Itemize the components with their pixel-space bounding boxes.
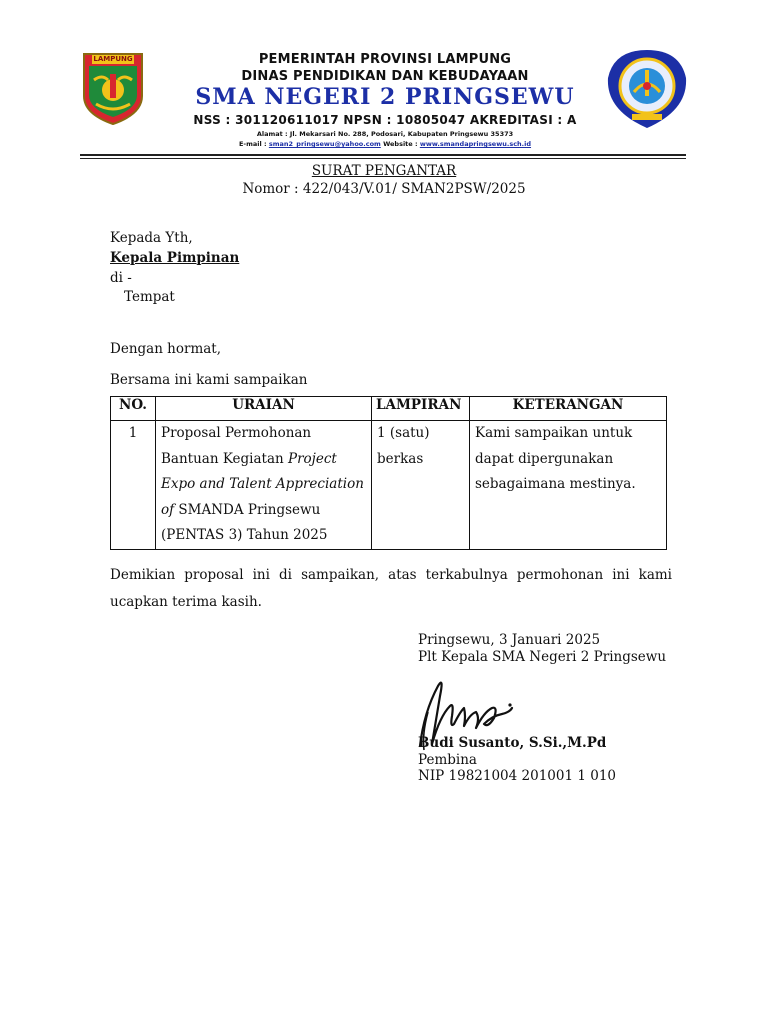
letter-title: SURAT PENGANTAR xyxy=(311,163,457,179)
attachment-table xyxy=(110,396,667,550)
closing-paragraph: Demikian proposal ini di sampaikan, atas terkabulnya permohonan ini kami ucapkan terima kasih. xyxy=(110,567,672,610)
uraian-italic-text: Project Expo and Talent Appreciation of xyxy=(161,450,364,518)
place-date: Pringsewu, 3 Januari 2025 xyxy=(418,632,601,648)
letterhead-school-name: SMA NEGERI 2 PRINGSEWU xyxy=(195,84,575,110)
cell-uraian xyxy=(156,421,372,550)
recipient-at: di - xyxy=(110,270,132,286)
letterhead-divider-thin xyxy=(80,158,686,159)
col-header-no: NO. xyxy=(111,397,156,421)
intro-text: Bersama ini kami sampaikan xyxy=(110,372,308,388)
col-header-uraian: URAIAN xyxy=(156,397,372,421)
website-link[interactable]: www.smandapringsewu.sch.id xyxy=(419,140,532,148)
email-link[interactable]: sman2_pringsewu@yahoo.com xyxy=(268,140,381,148)
letterhead-address: Alamat : Jl. Mekarsari No. 288, Podosari, Kabupaten Pringsewu 35373 xyxy=(256,130,514,138)
signer-rank: Pembina xyxy=(418,752,477,768)
table-row xyxy=(111,421,667,550)
cell-no: 1 xyxy=(111,421,156,550)
letterhead-contact xyxy=(150,140,620,148)
cell-lampiran: 1 (satu) berkas xyxy=(372,421,470,550)
letterhead-identifiers: NSS : 301120611017 NPSN : 10805047 AKREDITASI : A xyxy=(193,113,577,127)
uraian-text: Proposal Permohonan Bantuan Kegiatan xyxy=(161,425,312,467)
greeting: Dengan hormat, xyxy=(110,341,222,357)
website-label: Website : xyxy=(380,140,420,148)
col-header-keterangan: KETERANGAN xyxy=(470,397,667,421)
signer-position: Plt Kepala SMA Negeri 2 Pringsewu xyxy=(418,649,667,665)
lampung-logo-text: LAMPUNG xyxy=(93,55,133,63)
table-header-row xyxy=(111,397,667,421)
recipient-salutation: Kepada Yth, xyxy=(110,230,193,246)
recipient-place: Tempat xyxy=(124,289,175,305)
email-label: E-mail : xyxy=(238,140,269,148)
letterhead-divider-thick xyxy=(80,154,686,156)
signer-nip: NIP 19821004 201001 1 010 xyxy=(418,768,616,784)
col-header-lampiran: LAMPIRAN xyxy=(372,397,470,421)
letterhead-department: DINAS PENDIDIKAN DAN KEBUDAYAAN xyxy=(241,69,529,84)
lampung-logo xyxy=(80,50,146,126)
letter-number: Nomor : 422/043/V.01/ SMAN2PSW/2025 xyxy=(242,181,526,197)
cell-keterangan: Kami sampaikan untuk dapat dipergunakan sebagaimana mestinya. xyxy=(470,421,667,550)
recipient-name: Kepala Pimpinan xyxy=(110,250,240,266)
uraian-text-end: SMANDA Pringsewu (PENTAS 3) Tahun 2025 xyxy=(161,501,328,543)
letterhead-province: PEMERINTAH PROVINSI LAMPUNG xyxy=(258,52,512,67)
signer-name: Budi Susanto, S.Si.,M.Pd xyxy=(418,735,607,751)
